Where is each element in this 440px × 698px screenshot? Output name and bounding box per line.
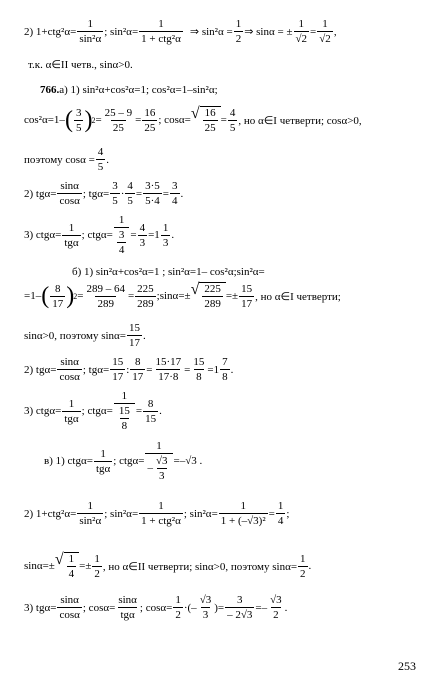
fraction [228,107,238,134]
parenthesized-fraction: ( $\frac{3}{5}$ ) 2 [64,106,96,134]
fraction [142,107,157,134]
text: · [120,187,125,200]
fraction [74,107,84,134]
text: = [162,187,169,200]
fraction [317,18,333,45]
text: ; ctgα= [81,405,113,418]
fraction [125,180,135,207]
line-6 [24,180,183,207]
numerator: 1 [300,552,306,565]
numerator: 25 – 9 [104,106,133,119]
denominator: 4 [277,515,284,528]
fraction [219,500,268,527]
line-8 [72,266,265,278]
text: = [310,25,317,38]
problem-number: 766. [40,84,60,96]
text: . [159,405,162,418]
text: = [268,507,275,520]
denominator: 2 [94,567,100,580]
denominator: sin²α [79,515,102,528]
fraction [294,18,310,45]
numerator: sinα [118,594,137,606]
numerator: 3 [75,106,82,119]
numerator: 15 [129,322,141,334]
fraction [298,553,308,580]
text: ; cosα= [139,601,173,614]
text: = [127,290,135,303]
text: cos²α=1– [24,114,65,127]
fraction [50,283,65,310]
text: , но α∈I четверти; cosα>0, [238,114,362,127]
denominator [114,227,130,256]
numerator: 1 [121,390,128,402]
denominator: 1 + (–√3)² [220,515,266,528]
text: = [77,290,84,303]
text: . [230,363,234,376]
numerator: sinα [60,356,79,368]
complex-fraction [114,214,130,256]
text: ; sin²α= [104,25,139,38]
denominator: 8 [196,371,202,384]
text: = [95,114,102,127]
text: 3) ctgα= [24,229,62,242]
denominator: 17 [52,297,64,310]
denominator: 4 [172,195,178,208]
fraction [110,180,120,207]
numerator: 1 [158,18,164,30]
numerator: 3 [237,594,243,606]
numerator: 1 [68,221,75,234]
numerator: √3 [199,594,212,606]
text: = [135,405,143,418]
line-10 [24,322,146,349]
line-2 [28,58,133,71]
denominator: cosα [59,371,80,384]
fraction [62,398,80,425]
denominator: 5 [112,195,118,208]
numerator: 1 [235,18,242,30]
text: ; cosα= [158,114,191,127]
denominator: 289 [97,297,114,310]
denominator: 289 [204,298,221,311]
text: . [308,560,312,573]
line-7 [24,214,174,256]
text: 2) 1+ctg²α= [24,25,77,38]
denominator [114,403,135,432]
denominator [145,453,172,482]
denominator: tgα [64,236,79,249]
numerator: 3·5 [145,180,160,192]
fraction [77,18,103,45]
text: , но α∈II четверти; sinα>0, поэтому sinα= [102,560,298,573]
exponent: 2 [91,115,96,125]
fraction [239,283,254,310]
numerator: 225 [137,282,154,295]
fraction [57,180,81,207]
text: 2) tgα= [24,187,57,200]
text: =1– [24,290,42,303]
text: 2) tgα= [24,363,57,376]
text: . [143,329,146,342]
text: ; sin²α= [183,507,218,520]
denominator: 4 [68,568,75,581]
line-16 [24,594,287,621]
line-15 [24,552,311,580]
fraction [220,356,230,383]
fraction [103,107,135,134]
denominator: cosα [59,195,80,208]
denominator: 289 [137,297,154,310]
text: ·(– [183,601,197,614]
text: 3) ctgα= [24,405,62,418]
numerator: 15 [112,356,124,368]
fraction [57,356,81,383]
fraction [139,500,183,527]
fraction [143,398,158,425]
page-number: 253 [398,659,416,673]
fraction [225,594,254,621]
denominator: 5·4 [145,195,160,208]
text: =± [225,290,239,303]
fraction [161,222,171,249]
exponent: 2 [73,291,78,301]
line-14 [24,500,289,527]
text: . [284,601,288,614]
numerator: 1 [162,221,169,234]
numerator: 1 [100,447,106,460]
text: т.к. α∈II четв., sinα>0. [28,59,133,71]
text: = [146,363,153,376]
denominator: 17 [241,297,253,310]
numerator: 15 [193,356,205,368]
text: 3) tgα= [24,601,57,614]
fraction [139,18,183,45]
denominator: 17·8 [158,371,179,384]
fraction [116,594,139,621]
line-1 [24,18,337,45]
fraction [191,356,206,383]
line-5 [24,146,109,173]
fraction [135,283,156,310]
numerator: 1 [87,500,94,512]
text: : [126,363,130,376]
text: ; [286,507,290,520]
text: . [171,229,175,242]
numerator: 1 [277,500,284,512]
text: sinα>0, поэтому sinα= [24,329,127,342]
numerator: 15 [241,282,253,295]
denominator: 2 [273,609,279,622]
text: ; tgα= [82,187,110,200]
text: ; ctgα= [113,455,145,468]
complex-fraction [145,440,172,482]
numerator: 1 [322,18,328,30]
denominator: 8 [222,371,228,384]
denominator: 3 [139,236,146,249]
numerator: 7 [222,356,228,368]
denominator: 17 [129,337,141,350]
fraction [143,180,162,207]
square-root: √ $\frac{16}{25}$ [191,106,221,134]
line-3 [40,84,218,96]
fraction [138,222,148,249]
numerator: 16 [144,106,156,119]
numerator: 8 [54,282,61,295]
denominator: 4 [118,244,125,257]
text: = [135,187,143,200]
denominator: 17 [132,371,144,384]
text: ⇒ sinα = ± [244,26,293,39]
text: = [220,114,227,127]
text: . [106,153,110,166]
text: =1 [207,363,220,376]
denominator: 3 [159,470,165,483]
text: . [180,187,184,200]
denominator: 2 [300,567,306,580]
denominator: tgα [95,462,111,475]
fraction [173,594,183,621]
numerator: 1 [175,594,181,606]
text: =–√3 . [173,455,203,468]
denominator: cosα [59,609,80,622]
denominator: – 2√3 [227,609,253,622]
numerator: √3 [270,594,282,606]
numerator: 4 [127,180,133,192]
numerator: 4 [229,106,236,119]
square-root: √ $\frac{1}{4}$ [55,552,79,580]
denominator: √2 [295,33,308,46]
parenthesized-fraction: ( $\frac{8}{17}$ ) 2 [41,282,78,310]
denominator: 25 [144,121,156,134]
fraction [203,107,218,134]
numerator: 8 [147,397,154,410]
denominator: 25 [112,121,124,134]
denominator: 2 [175,609,181,622]
fraction [94,448,112,475]
numerator: 289 – 64 [86,282,125,295]
denominator: tgα [120,609,135,622]
fraction [234,18,244,45]
numerator: 1 [156,440,162,452]
fraction [67,553,77,580]
numerator: 1 [158,500,164,512]
text: = [130,229,137,242]
text: =1 [148,229,160,242]
denominator: 5 [97,161,104,174]
denominator: 5 [127,195,133,208]
denominator: 15 [145,412,157,425]
denominator: 25 [204,122,216,135]
numerator: sinα [60,594,79,606]
denominator: 2 [235,33,242,46]
fraction [268,594,284,621]
fraction [127,322,142,349]
text: ; tgα= [82,363,110,376]
fraction [276,500,286,527]
denominator: 1 + ctg²α [141,33,181,46]
fraction [96,146,106,173]
numerator: 15 [118,405,130,418]
fraction [202,283,223,310]
fraction [130,356,145,383]
numerator: 225 [204,283,221,295]
denominator: 3 [162,236,169,249]
denominator: sin²α [79,33,102,46]
fraction [154,356,184,383]
text: sinα=± [24,560,55,573]
text: а) 1) sin²α+cos²α=1; cos²α=1–sin²α; [59,84,218,96]
fraction [57,594,81,621]
numerator: sinα [60,180,79,192]
numerator: 8 [135,356,141,368]
denominator: 8 [121,420,128,433]
text: ; cosα= [82,601,116,614]
fraction [198,594,214,621]
numerator: 16 [204,107,216,119]
text: б) 1) sin²α+cos²α=1 ; sin²α=1– cos²α;sin²α= [72,266,265,278]
line-13 [44,440,202,482]
text: , [333,25,337,38]
minus-sign: – [147,462,153,475]
fraction [170,180,180,207]
text: ; sin²α= [104,507,139,520]
line-12 [24,390,162,432]
fraction [92,553,102,580]
numerator: √3 [155,455,168,468]
numerator: 1 [87,18,94,30]
fraction [154,455,170,482]
complex-fraction [114,390,135,432]
numerator: 3 [118,229,125,242]
text: = [135,114,142,127]
denominator: 17 [112,371,124,384]
text: поэтому cosα = [24,153,95,166]
line-9 [24,282,341,310]
text: = [184,363,191,376]
fraction [62,222,80,249]
fraction [77,500,103,527]
line-11 [24,356,233,383]
text: )= [214,601,225,614]
numerator: 1 [298,18,305,30]
numerator: 1 [94,552,100,565]
numerator: 1 [118,214,125,226]
denominator: 1 + ctg²α [141,515,181,528]
text: в) 1) ctgα= [44,455,93,468]
text: 2) 1+ctg²α= [24,507,77,520]
fraction [84,283,127,310]
numerator: 3 [112,180,118,192]
numerator: 4 [139,221,146,234]
text: =– [255,601,268,614]
denominator: √2 [319,33,331,46]
denominator: 5 [229,121,236,134]
text: ;sinα=± [156,290,191,303]
denominator: 3 [202,609,209,622]
numerator: 15·17 [155,356,182,368]
denominator: tgα [64,412,79,425]
numerator: 1 [68,553,75,565]
text: , но α∈I четверти; [255,290,341,303]
denominator: 5 [75,121,82,134]
numerator: 1 [240,500,246,512]
numerator: 4 [97,146,104,158]
text: ; ctgα= [81,229,113,242]
fraction [110,356,125,383]
numerator: 1 [68,397,75,410]
fraction [117,405,132,432]
text: =± [79,560,92,573]
square-root: √ $\frac{225}{289}$ [191,282,226,310]
fraction [117,229,127,256]
numerator: 3 [172,180,178,192]
line-4 [24,106,362,134]
text: ⇒ sin²α = [189,26,233,39]
